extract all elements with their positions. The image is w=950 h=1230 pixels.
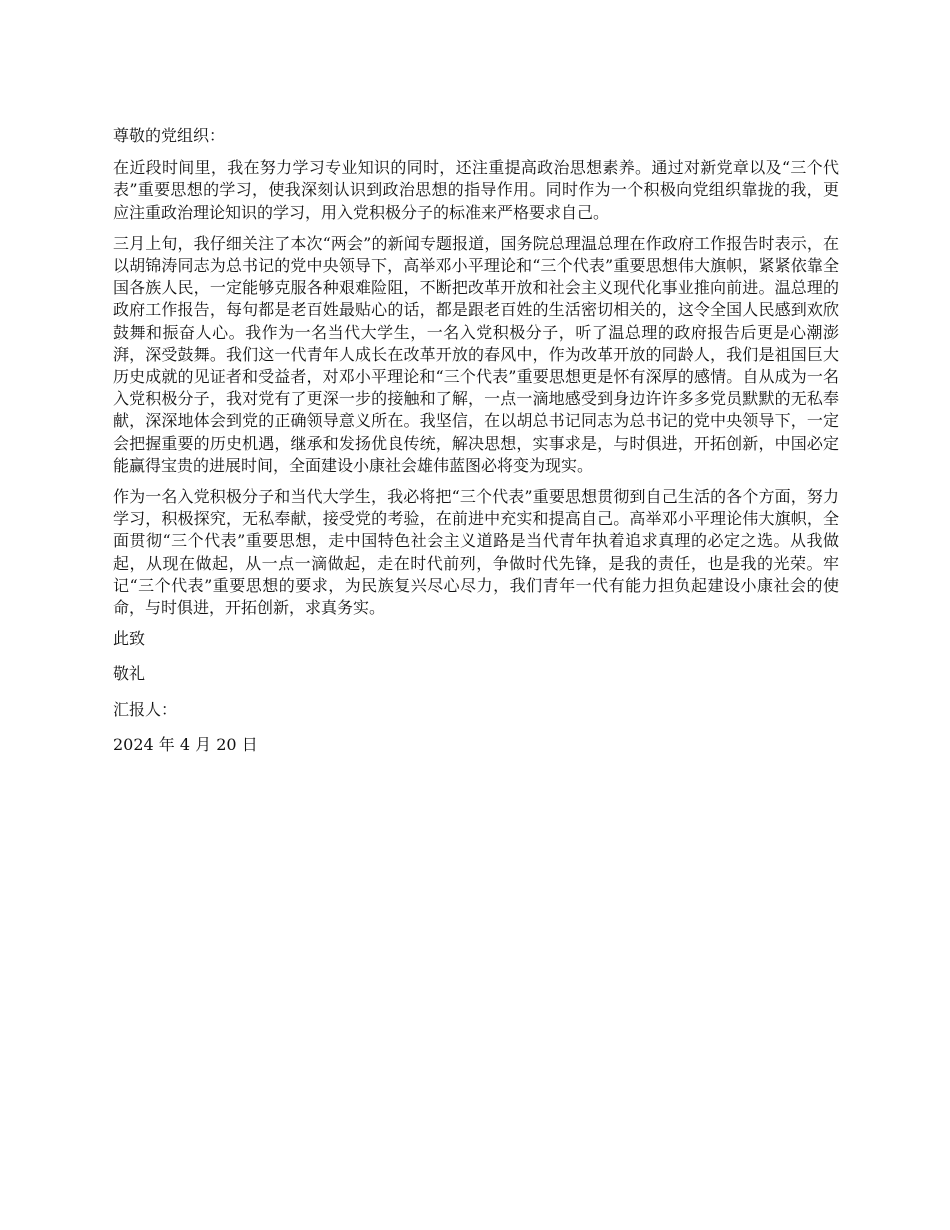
letter-paragraph-2: 三月上旬，我仔细关注了本次“两会”的新闻专题报道，国务院总理温总理在作政府工作报告时表示，在以胡锦涛同志为总书记的党中央领导下，高举邓小平理论和“三个代表”重要思想伟大旗帜，紧紧依靠全国各族人民，一定能够克服各种艰难险阻，不断把改革开放和社会主义现代化事业推向前进。温总理的政府工作报告，每句都是老百姓最贴心的话，都是跟老百姓的生活密切相关的，这令全国人民感到欢欣鼓舞和振奋人心。我作为一名当代大学生，一名入党积极分子，听了温总理的政府报告后更是心潮澎湃，深受鼓舞。我们这一代青年人成长在改革开放的春风中，作为改革开放的同龄人，我们是祖国巨大历史成就的见证者和受益者，对邓小平理论和“三个代表”重要思想更是怀有深厚的感情。自从成为一名入党积极分子，我对党有了更深一步的接触和了解，一点一滴地感受到身边许许多多党员默默的无私奉献，深深地体会到党的正确领导意义所在。我坚信，在以胡总书记同志为总书记的党中央领导下，一定会把握重要的历史机遇，继承和发扬优良传统，解决思想，实事求是，与时俱进，开拓创新，中国必定能赢得宝贵的进展时间，全面建设小康社会雄伟蓝图必将变为现实。	[113, 233, 839, 475]
letter-document	[113, 125, 839, 769]
letter-paragraph-1: 在近段时间里，我在努力学习专业知识的同时，还注重提高政治思想素养。通过对新党章以及“三个代表”重要思想的学习，使我深刻认识到政治思想的指导作用。同时作为一个积极向党组织靠拢的我，更应注重政治理论知识的学习，用入党积极分子的标准来严格要求自己。	[113, 158, 839, 222]
letter-date: 2024 年 4 月 20 日	[113, 734, 258, 754]
reporter-label: 汇报人：	[113, 699, 178, 719]
letter-paragraph-3: 作为一名入党积极分子和当代大学生，我必将把“三个代表”重要思想贯彻到自己生活的各个方面，努力学习，积极探究，无私奉献，接受党的考验，在前进中充实和提高自己。高举邓小平理论伟大旗帜，全面贯彻“三个代表”重要思想，走中国特色社会主义道路是当代青年执着追求真理的必定之选。从我做起，从现在做起，从一点一滴做起，走在时代前列，争做时代先锋，是我的责任，也是我的光荣。牢记“三个代表”重要思想的要求，为民族复兴尽心尽力，我们青年一代有能力担负起建设小康社会的使命，与时俱进，开拓创新，求真务实。	[113, 487, 839, 618]
closing-salute: 敬礼	[113, 664, 146, 684]
closing-respectfully: 此致	[113, 629, 146, 649]
letter-salutation: 尊敬的党组织：	[113, 126, 226, 145]
